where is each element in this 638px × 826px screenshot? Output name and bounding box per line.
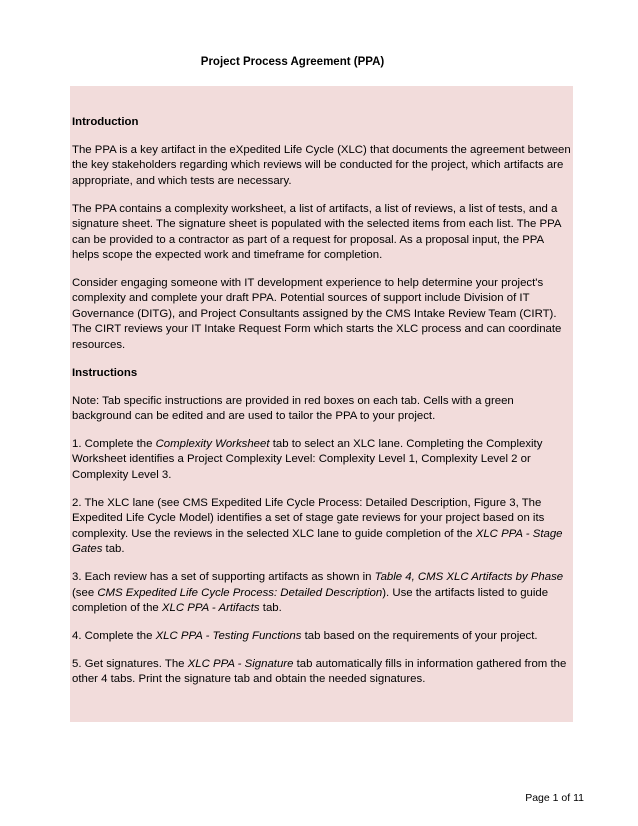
- step-2-text-c: tab.: [102, 543, 125, 556]
- step-4: [72, 629, 573, 644]
- step-3-text-g: tab.: [259, 601, 282, 614]
- step-3-text-c: (see: [72, 586, 98, 599]
- introduction-heading: Introduction: [72, 116, 139, 128]
- step-5-text-c: tab automatically fills in information gathered from the other 4 tabs. Print the signature tab and obtain the needed signatures.: [72, 657, 567, 686]
- step-3-text-e: ). Use the artifacts listed to guide completion of the: [72, 586, 549, 614]
- step-3-text-b: Table 4, CMS XLC Artifacts by Phase: [374, 571, 564, 584]
- step-2: [72, 496, 573, 558]
- step-3-text-d: CMS Expedited Life Cycle Process: Detailed Description: [97, 586, 383, 599]
- step-2-text-a: 2. The XLC lane (see CMS Expedited Life Cycle Process: Detailed Description, Figure 3, The Expedited Life Cycle Model) identifies a set of stage gate reviews for your project based on its complexity. Use the reviews in the selected XLC lane to guide completion of the: [72, 496, 545, 540]
- intro-paragraph-2: The PPA contains a complexity worksheet, a list of artifacts, a list of reviews, a list of tests, and a signature sheet. The signature sheet is populated with the selected items from each list. The PPA can be provided to a contractor as part of a request for proposal. As a proposal input, the PPA helps scope the expected work and timeframe for completion.: [72, 202, 561, 262]
- document-title: Project Process Agreement (PPA): [200, 56, 385, 68]
- step-1: [72, 437, 573, 483]
- instructions-note: Note: Tab specific instructions are provided in red boxes on each tab. Cells with a green background can be edited and are used to tailor the PPA to your project.: [72, 394, 514, 423]
- step-5: [72, 657, 573, 688]
- step-5-text-a: 5. Get signatures. The: [72, 657, 188, 670]
- intro-paragraph-3: Consider engaging someone with IT development experience to help determine your project's complexity and complete your draft PPA. Potential sources of support include Division of IT Governance (DITG), and Project Consultants assigned by the CMS Intake Review Team (CIRT). The CIRT reviews your IT Intake Request Form which starts the XLC process and can coordinate resources.: [72, 277, 562, 351]
- page-number: Page 1 of 11: [525, 792, 584, 804]
- instructions-heading: Instructions: [72, 366, 138, 379]
- step-4-text-c: tab based on the requirements of your project.: [301, 629, 538, 642]
- step-1-text-a: 1. Complete the: [72, 438, 156, 451]
- step-3-text-a: 3. Each review has a set of supporting artifacts as shown in: [72, 571, 375, 584]
- instructions-box: [70, 86, 573, 722]
- step-1-text-c: tab to select an XLC lane. Completing the Complexity Worksheet identifies a Project Complexity Level: Complexity Level 1, Complexity Level 2 or Complexity Level 3.: [72, 438, 543, 481]
- step-5-text-b: XLC PPA - Signature: [187, 657, 294, 670]
- step-1-text-b: Complexity Worksheet: [155, 438, 270, 451]
- step-4-text-b: XLC PPA - Testing Functions: [155, 629, 302, 642]
- step-3-text-f: XLC PPA - Artifacts: [161, 601, 260, 614]
- step-2-text-b: XLC PPA - Stage Gates: [72, 527, 563, 556]
- intro-paragraph-1: The PPA is a key artifact in the eXpedited Life Cycle (XLC) that documents the agreement between the key stakeholders regarding which reviews will be conducted for the project, which artifacts are appropriate, and which tests are necessary.: [72, 144, 571, 187]
- step-3: [72, 570, 573, 616]
- step-4-text-a: 4. Complete the: [72, 629, 156, 642]
